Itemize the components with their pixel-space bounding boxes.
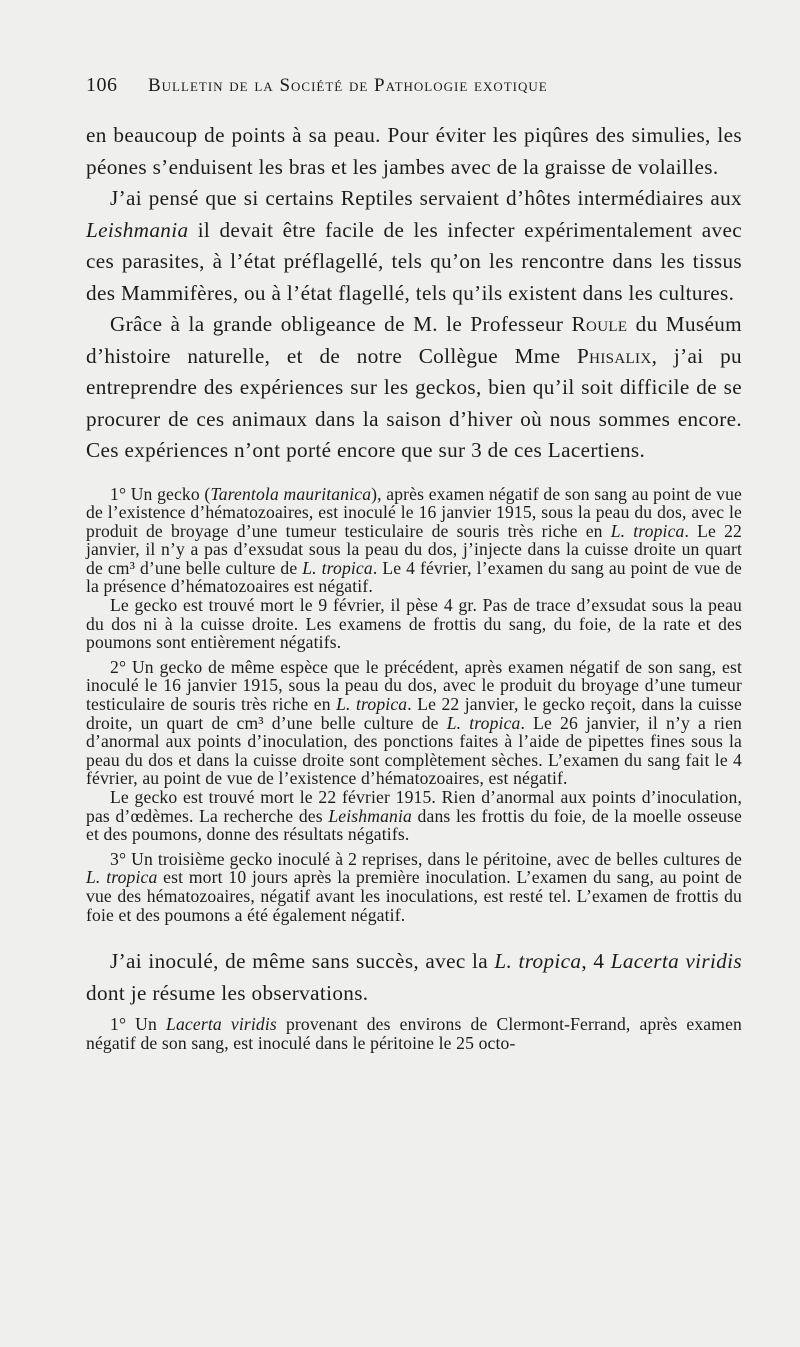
- paragraph-3: Grâce à la grande obligeance de M. le Professeur Roule du Muséum d’histoire naturelle, et de notre Collègue Mme Phisalix, j’ai pu entreprendre des expériences sur les geckos, bien qu’il soit difficile de se procurer de ces animaux dans la saison d’hiver où nous sommes encore. Ces expériences n’ont porté encore que sur 3 de ces Lacertiens.: [86, 312, 743, 462]
- observation-3: 3° Un troisième gecko inoculé à 2 reprises, dans le péritoine, avec de belles cultures de L. tropica est mort 10 jours après la première inoculation. L’examen du sang, au point de vue des hématozoaires, négatif avant les inoculations, est resté tel. L’examen de frottis du foie et des poumons a été également négatif.: [86, 848, 742, 925]
- observation-2-result: Le gecko est trouvé mort le 22 février 1915. Rien d’anormal aux points d’inoculation, pas d’œdèmes. La recherche des Leishmania dans les frottis du foie, de la moelle osseuse et des poumons, donne des résultats négatifs.: [86, 787, 743, 845]
- lacerta-observation-1: 1° Un Lacerta viridis provenant des environs de Clermont-Ferrand, après examen négatif de son sang, est inoculé dans le péritoine le 25 octo-: [86, 1014, 743, 1053]
- running-header: [86, 74, 742, 108]
- person-name-roule: Roule: [571, 312, 628, 336]
- journal-title: Bulletin de la Société de Pathologie exotique: [148, 75, 548, 96]
- paragraph-1: en beaucoup de points à sa peau. Pour éviter les piqûres des simulies, les péones s’enduisent les bras et les jambes avec de la graisse de volailles.: [86, 123, 742, 179]
- observation-1: 1° Un gecko (Tarentola mauritanica), après examen négatif de son sang au point de vue de l’existence d’hématozoaires, est inoculé le 16 janvier 1915, sous la peau du dos, avec le produit de broyage d’une tumeur testiculaire de souris très riche en L. tropica. Le 22 janvier, il n’y a pas d’exsudat sous la peau du dos, j’injecte dans la cuisse droite un quart de cm³ d’une belle culture de L. tropica. Le 4 février, l’examen du sang au point de vue de la présence d’hématozoaires est négatif.: [86, 483, 742, 597]
- spacer: [86, 467, 742, 485]
- observation-2: 2° Un gecko de même espèce que le précédent, après examen négatif de son sang, est inoculé le 16 janvier 1915, sous la peau du dos, avec le produit du broyage d’une tumeur testiculaire de souris très riche en L. tropica. Le 22 janvier, le gecko reçoit, dans la cuisse droite, un quart de cm³ d’une belle culture de L. tropica. Le 26 janvier, il n’y a rien d’anormal aux points d’inoculation, des ponctions faites à l’aide de pipettes fines sous la peau du dos et dans la cuisse droite sont complètement sèches. L’examen du sang fait le 4 février, au point de vue de l’existence d’hématozoaires, est négatif.: [86, 656, 742, 789]
- observation-1-result: Le gecko est trouvé mort le 9 février, il pèse 4 gr. Pas de trace d’exsudat sous la peau du dos ni à la cuisse droite. Les examens de frottis du sang, du foie, de la rate et des poumons sont entièrement négatifs.: [86, 595, 742, 653]
- genus-name: Leishmania: [86, 217, 189, 242]
- page-number: 106: [86, 74, 118, 96]
- paragraph-2: J’ai pensé que si certains Reptiles servaient d’hôtes intermédiaires aux Leishmania il devait être facile de les infecter expérimentalement avec ces parasites, à l’état préflagellé, tels qu’on les rencontre dans les tissus des Mammifères, ou à l’état flagellé, tels qu’ils existent dans les cultures.: [86, 186, 742, 305]
- paragraph-4: J’ai inoculé, de même sans succès, avec la L. tropica, 4 Lacerta viridis dont je résume les observations.: [86, 949, 743, 1005]
- spacer: [86, 924, 742, 946]
- person-name-phisalix: Phisalix: [577, 343, 652, 368]
